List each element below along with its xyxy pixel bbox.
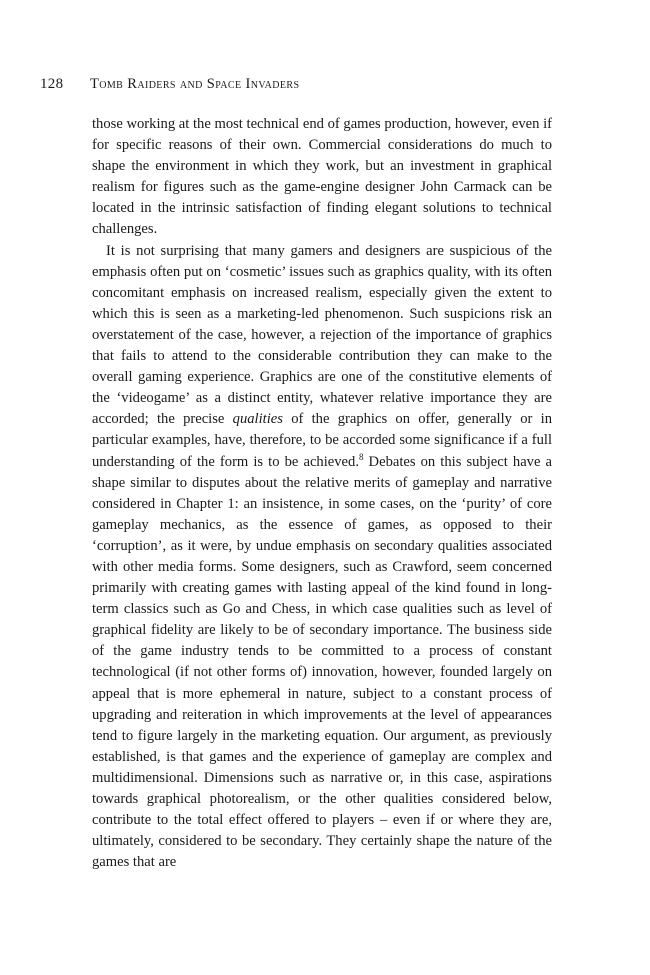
running-head (40, 74, 299, 94)
paragraph-2 (92, 241, 552, 874)
footnote-ref-8[interactable]: 8 (358, 451, 364, 462)
body-text (92, 114, 552, 873)
paragraph-2-text-a: It is not surprising that many gamers and designers are suspicious of the emphasis often put on ‘cosmetic’ issues such as graphics quality, with its often concomitant emphasis on increased realism, especially given the extent to which this is seen as a marketing-led phenomenon. Such suspicions risk an overstatement of the case, however, a rejection of the importance of graphics that fails to attend to the considerable contribution they can make to the overall gaming experience. Graphics are one of the constitutive elements of the ‘videogame’ as a distinct entity, whatever relative importance they are accorded; the precise (92, 242, 552, 428)
paragraph-1: those working at the most technical end of games production, however, even if for specific reasons of their own. Commercial considerations do much to shape the environment in which they work, but an investment in graphical realism for figures such as the game-engine designer John Carmack can be located in the intrinsic satisfaction of finding elegant solutions to technical challenges. (92, 116, 552, 238)
running-title: Tomb Raiders and Space Invaders (90, 76, 300, 92)
emphasis-qualities: qualities (232, 411, 283, 428)
page-number: 128 (40, 76, 64, 92)
paragraph-2-text-b: of the graphics on offer, generally or in particular examples, have, therefore, to be accorded some significance if a full understanding of the form is to be achieved. (92, 411, 552, 470)
paragraph-2-text-c: Debates on this subject have a shape similar to disputes about the relative merits of gameplay and narrative considered in Chapter 1: an insistence, in some cases, on the ‘purity’ of core gameplay mechanics, as the essence of games, as opposed to their ‘corruption’, as it were, by undue emphasis on secondary qualities associated with other media forms. Some designers, such as Crawford, seem concerned primarily with creating games with lasting appeal of the kind found in long-term classics such as Go and Chess, in which case qualities such as level of graphical fidelity are likely to be of secondary importance. The business side of the game industry tends to be committed to a process of constant technological (if not other forms of) innovation, however, founded largely on appeal that is more ephemeral in nature, subject to a constant process of upgrading and reiteration in which improvements at the level of appearances tend to figure largely in the marketing equation. Our argument, as previously established, is that games and the experience of gameplay are complex and multidimensional. Dimensions such as narrative or, in this case, aspirations towards graphical photorealism, or the other qualities considered below, contribute to the total effect offered to players – even if or where they are, ultimately, considered to be secondary. They certainly shape the nature of the games that are (92, 453, 552, 871)
